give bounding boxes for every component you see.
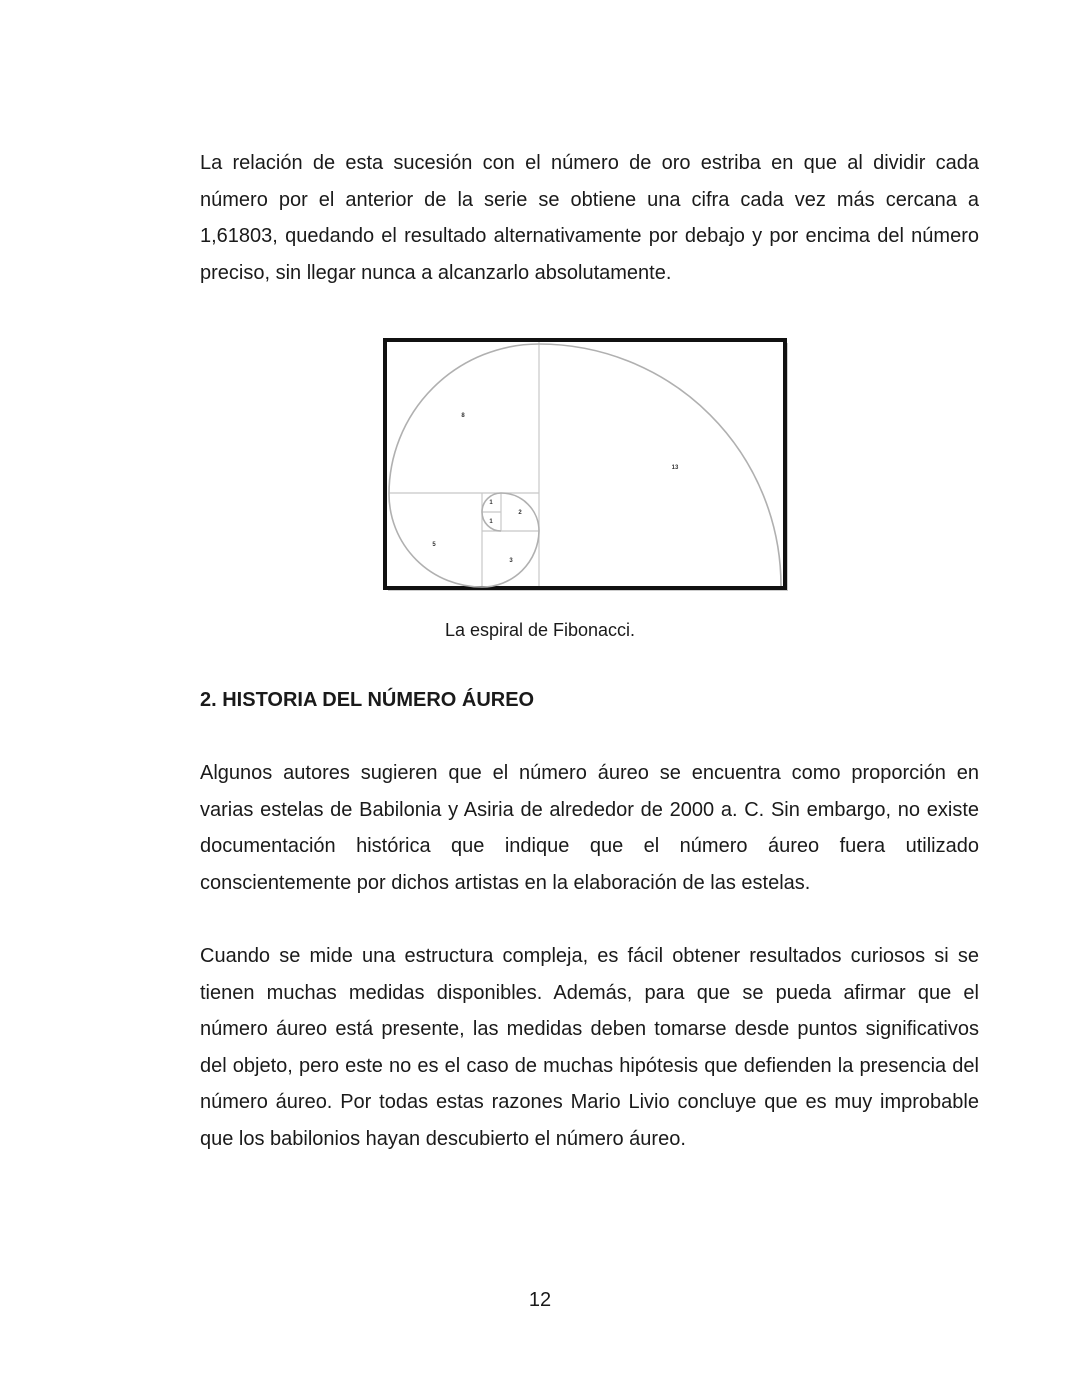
page-number: 12 — [528, 1289, 552, 1311]
intro-paragraph: La relación de esta sucesión con el número de oro estriba en que al dividir cada número por el anterior de la serie se obtiene una cifra cada vez más cercana a 1,61803, quedando el resultado alternativamente por debajo y por encima del número preciso, sin llegar nunca a alcanzarlo absolutamente. — [200, 152, 979, 284]
square-label: 3 — [509, 558, 513, 564]
square-label: 1 — [489, 519, 493, 525]
figure-caption: La espiral de Fibonacci. — [444, 620, 636, 640]
history-paragraph-1: Algunos autores sugieren que el número áureo se encuentra como proporción en varias estelas de Babilonia y Asiria de alrededor de 2000 a. C. Sin embargo, no existe documentación histórica que indique que el número áureo fuera utilizado conscientemente por dichos artistas en la elaboración de las estelas. — [200, 762, 979, 894]
square-label: 5 — [432, 542, 436, 548]
section-heading: 2. HISTORIA DEL NÚMERO ÁUREO — [200, 689, 535, 711]
fibonacci-spiral-figure — [383, 338, 789, 592]
square-label: 13 — [671, 465, 679, 471]
history-paragraph-2: Cuando se mide una estructura compleja, es fácil obtener resultados curiosos si se tienen muchas medidas disponibles. Además, para que se pueda afirmar que el número áureo está presente, las medidas deben tomarse desde puntos significativos del objeto, pero este no es el caso de muchas hipótesis que defienden la presencia del número áureo. Por todas estas razones Mario Livio concluye que es muy improbable que los babilonios hayan descubierto el número áureo. — [200, 945, 979, 1150]
square-label: 1 — [489, 500, 493, 506]
fibonacci-spiral-graphic — [383, 338, 789, 592]
square-label: 8 — [461, 413, 465, 419]
square-label: 2 — [518, 510, 522, 516]
